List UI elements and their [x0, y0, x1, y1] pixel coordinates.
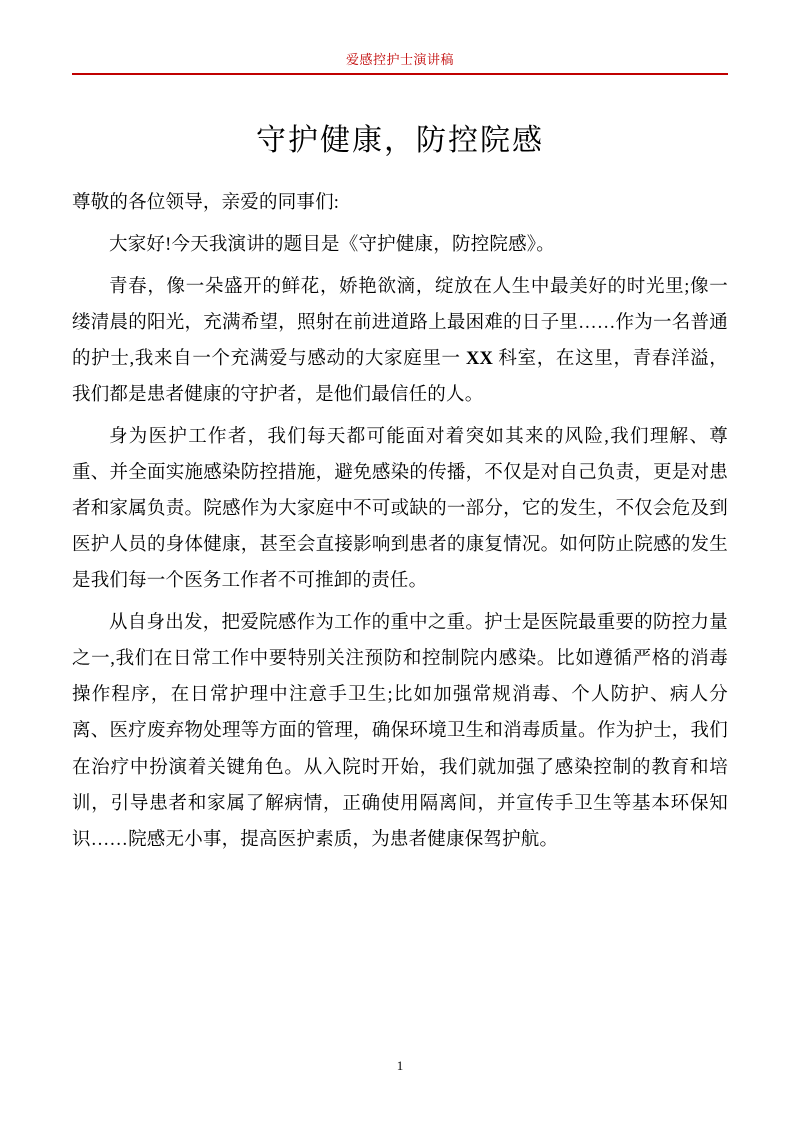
youth-department-code: XX — [466, 348, 494, 369]
page-title: 守护健康，防控院感 — [256, 123, 544, 157]
paragraph-youth — [72, 269, 728, 413]
youth-text-before: 青春，像一朵盛开的鲜花，娇艳欲滴，绽放在人生中最美好的时光里;像一缕清晨的阳光，充满希望，照射在前进道路上最困难的日子里……作为一名普通的护士,我来自一个充满爱与感动的大家庭里一 — [72, 276, 728, 369]
page-header — [72, 0, 728, 75]
page-number: 1 — [396, 1058, 404, 1073]
header-title: 爱感控护士演讲稿 — [345, 52, 454, 67]
header-divider — [72, 73, 728, 75]
paragraph-responsibility: 身为医护工作者，我们每天都可能面对着突如其来的风险,我们理解、尊重、并全面实施感染防控措施，避免感染的传播，不仅是对自己负责，更是对患者和家属负责。院感作为大家庭中不可或缺的一部分，它的发生，不仅会危及到医护人员的身体健康，甚至会直接影响到患者的康复情况。如何防止院感的发生是我们每一个医务工作者不可推卸的责任。 — [72, 426, 728, 592]
youth-text-after: 科室，在这里，青春洋溢，我们都是患者健康的守护者，是他们最信任的人。 — [72, 348, 728, 405]
paragraph-salutation: 尊敬的各位领导，亲爱的同事们: — [72, 192, 340, 213]
paragraph-practice: 从自身出发，把爱院感作为工作的重中之重。护士是医院最重要的防控力量之一,我们在日常工作中要特别关注预防和控制院内感染。比如遵循严格的消毒操作程序，在日常护理中注意手卫生;比如加强常规消毒、个人防护、病人分离、医疗废弃物处理等方面的管理，确保环境卫生和消毒质量。作为护士，我们在治疗中扮演着关键角色。从入院时开始，我们就加强了感染控制的教育和培训，引导患者和家属了解病情，正确使用隔离间，并宣传手卫生等基本环保知识……院感无小事，提高医护素质，为患者健康保驾护航。 — [72, 613, 728, 850]
paragraph-greeting: 大家好!今天我演讲的题目是《守护健康，防控院感》。 — [109, 234, 555, 255]
